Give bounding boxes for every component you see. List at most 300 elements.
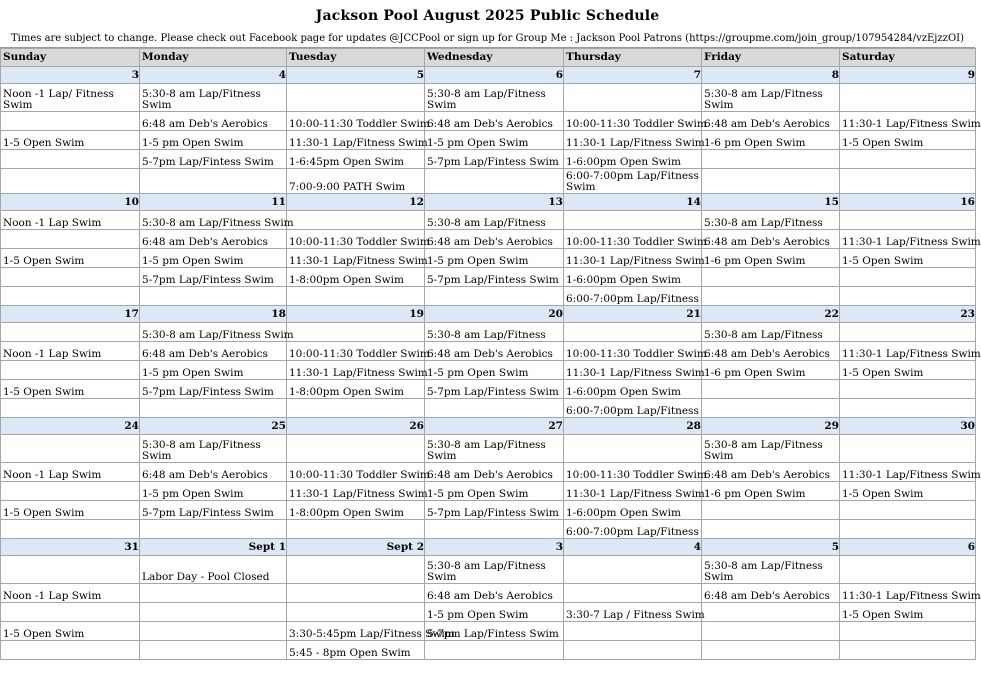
activity-text: 6:48 am Deb's Aerobics	[142, 236, 268, 248]
schedule-cell	[287, 230, 430, 249]
schedule-cell	[840, 131, 976, 150]
date-cell: 14	[564, 194, 702, 211]
schedule-cell	[564, 622, 702, 641]
schedule-cell	[140, 435, 287, 463]
activity-text: Noon -1 Lap Swim	[3, 217, 102, 229]
schedule-cell	[564, 84, 702, 112]
schedule-row	[1, 603, 976, 622]
schedule-cell	[702, 150, 840, 169]
schedule-cell	[564, 230, 707, 249]
activity-text: 1-5 pm Open Swim	[142, 367, 244, 379]
schedule-row	[1, 361, 976, 380]
activity-text: 5:30-8 am Lap/Fitness Swim	[704, 88, 823, 111]
schedule-cell	[564, 361, 705, 380]
schedule-cell	[425, 622, 564, 641]
schedule-cell	[1, 501, 140, 520]
schedule-cell	[702, 622, 840, 641]
activity-text: 6:48 am Deb's Aerobics	[704, 236, 830, 248]
schedule-cell	[840, 287, 976, 306]
schedule-cell	[1, 556, 140, 584]
schedule-cell	[840, 169, 976, 194]
schedule-cell	[1, 323, 140, 342]
schedule-cell	[840, 361, 976, 380]
schedule-cell	[425, 435, 564, 463]
schedule-cell	[1, 169, 140, 194]
schedule-row	[1, 131, 976, 150]
schedule-cell	[840, 84, 976, 112]
schedule-cell	[140, 342, 287, 361]
activity-text: 1-6:45pm Open Swim	[289, 156, 404, 168]
schedule-cell	[702, 435, 840, 463]
schedule-row	[1, 463, 976, 482]
activity-text: 5-7pm Lap/Fintess Swim	[142, 274, 274, 286]
schedule-cell	[840, 482, 976, 501]
date-cell: 4	[140, 67, 287, 84]
activity-text: 1-6 pm Open Swim	[704, 137, 806, 149]
activity-text: 1-5 pm Open Swim	[142, 137, 244, 149]
schedule-cell	[287, 287, 425, 306]
schedule-cell	[564, 641, 702, 660]
schedule-cell	[1, 131, 140, 150]
activity-text: 6:00-7:00pm Lap/Fitness	[566, 293, 699, 305]
schedule-cell	[702, 112, 840, 131]
schedule-cell	[140, 463, 287, 482]
schedule-cell	[1, 342, 140, 361]
activity-text: 11:30-1 Lap/Fitness Swim	[566, 367, 705, 379]
schedule-cell	[564, 501, 702, 520]
schedule-row	[1, 84, 976, 112]
date-cell: 31	[1, 539, 140, 556]
schedule-cell	[840, 435, 976, 463]
schedule-cell	[702, 287, 840, 306]
schedule-cell	[840, 323, 976, 342]
activity-text: 1-5 Open Swim	[842, 609, 924, 621]
date-cell: 5	[287, 67, 425, 84]
activity-text: 6:00-7:00pm Lap/Fitness	[566, 526, 699, 538]
schedule-row	[1, 211, 976, 230]
schedule-cell	[840, 150, 976, 169]
date-cell: 7	[564, 67, 702, 84]
date-cell: 5	[702, 539, 840, 556]
schedule-cell	[564, 150, 702, 169]
schedule-cell	[1, 361, 140, 380]
schedule-cell	[564, 463, 707, 482]
activity-text: 11:30-1 Lap/Fitness Swim	[289, 488, 428, 500]
activity-text: 5:30-8 am Lap/Fitness Swim	[427, 439, 546, 462]
schedule-cell	[702, 482, 840, 501]
schedule-cell	[1, 520, 140, 539]
activity-text: 1-5 Open Swim	[3, 137, 85, 149]
schedule-cell	[1, 584, 140, 603]
activity-text: 11:30-1 Lap/Fitness Swim	[842, 236, 981, 248]
schedule-row	[1, 342, 976, 361]
schedule-cell	[840, 230, 981, 249]
schedule-cell	[702, 641, 840, 660]
activity-text: 1-8:00pm Open Swim	[289, 386, 404, 398]
schedule-cell	[1, 482, 140, 501]
schedule-cell	[287, 380, 425, 399]
schedule-cell	[287, 323, 425, 342]
activity-text: 1-5 Open Swim	[3, 255, 85, 267]
activity-text: 10:00-11:30 Toddler Swim	[566, 236, 707, 248]
schedule-cell	[287, 641, 425, 660]
schedule-cell	[840, 211, 976, 230]
activity-text: 6:48 am Deb's Aerobics	[704, 118, 830, 130]
schedule-cell	[564, 584, 702, 603]
schedule-cell	[140, 211, 294, 230]
activity-text: 5-7pm Lap/Fintess Swim	[142, 507, 274, 519]
schedule-row	[1, 230, 976, 249]
activity-text: Noon -1 Lap Swim	[3, 469, 102, 481]
schedule-cell	[287, 556, 425, 584]
schedule-cell	[140, 584, 287, 603]
schedule-cell	[287, 435, 425, 463]
date-cell: 22	[702, 306, 840, 323]
activity-text: 5:30-8 am Lap/Fitness	[427, 329, 546, 341]
schedule-cell	[702, 556, 840, 584]
schedule-cell	[425, 230, 564, 249]
activity-text: 10:00-11:30 Toddler Swim	[289, 236, 430, 248]
activity-text: 10:00-11:30 Toddler Swim	[289, 118, 430, 130]
schedule-cell	[564, 380, 702, 399]
day-header: Thursday	[564, 49, 702, 67]
activity-text: 1-5 pm Open Swim	[142, 255, 244, 267]
activity-text: 1-5 Open Swim	[842, 137, 924, 149]
schedule-cell	[564, 249, 705, 268]
activity-text: 5:30-8 am Lap/Fitness Swim	[427, 88, 546, 111]
schedule-cell	[425, 584, 564, 603]
activity-text: 6:48 am Deb's Aerobics	[142, 469, 268, 481]
schedule-cell	[1, 211, 140, 230]
date-cell: 27	[425, 418, 564, 435]
schedule-cell	[564, 323, 702, 342]
schedule-cell	[287, 622, 455, 641]
schedule-cell	[1, 150, 140, 169]
activity-text: 5:30-8 am Lap/Fitness Swim	[704, 560, 823, 583]
activity-text: Noon -1 Lap Swim	[3, 348, 102, 360]
activity-text: 1-5 Open Swim	[3, 507, 85, 519]
schedule-cell	[702, 342, 840, 361]
date-row	[1, 418, 976, 435]
day-header: Wednesday	[425, 49, 564, 67]
date-row	[1, 306, 976, 323]
schedule-cell	[840, 399, 976, 418]
activity-text: 10:00-11:30 Toddler Swim	[566, 348, 707, 360]
schedule-cell	[564, 342, 707, 361]
activity-text: 6:48 am Deb's Aerobics	[427, 118, 553, 130]
schedule-row	[1, 249, 976, 268]
schedule-row	[1, 556, 976, 584]
date-cell: 29	[702, 418, 840, 435]
day-header: Saturday	[840, 49, 976, 67]
schedule-row	[1, 622, 976, 641]
activity-text: 5:30-8 am Lap/Fitness	[427, 217, 546, 229]
date-cell: 13	[425, 194, 564, 211]
activity-text: 11:30-1 Lap/Fitness Swim	[842, 348, 981, 360]
activity-text: 11:30-1 Lap/Fitness Swim	[289, 367, 428, 379]
activity-text: 5:30-8 am Lap/Fitness Swim	[142, 217, 294, 229]
schedule-cell	[1, 603, 140, 622]
schedule-cell	[140, 268, 287, 287]
schedule-cell	[425, 463, 564, 482]
schedule-cell	[425, 482, 564, 501]
date-cell: 23	[840, 306, 976, 323]
schedule-cell	[564, 399, 702, 418]
date-cell: 8	[702, 67, 840, 84]
schedule-row	[1, 584, 976, 603]
date-cell: 25	[140, 418, 287, 435]
schedule-cell	[425, 169, 564, 194]
date-cell: 3	[1, 67, 140, 84]
activity-text: 5:30-8 am Lap/Fitness Swim	[142, 439, 261, 462]
date-cell: Sept 1	[140, 539, 287, 556]
schedule-cell	[140, 501, 287, 520]
schedule-cell	[1, 435, 140, 463]
schedule-cell	[140, 482, 287, 501]
schedule-cell	[140, 131, 287, 150]
schedule-cell	[140, 556, 287, 584]
schedule-cell	[1, 230, 140, 249]
schedule-cell	[425, 342, 564, 361]
date-row	[1, 67, 976, 84]
activity-text: 5:30-8 am Lap/Fitness Swim	[427, 560, 546, 583]
activity-text: 5-7pm Lap/Fintess Swim	[142, 156, 274, 168]
activity-text: 1-6 pm Open Swim	[704, 255, 806, 267]
schedule-cell	[425, 501, 564, 520]
schedule-cell	[287, 84, 425, 112]
activity-text: 11:30-1 Lap/Fitness Swim	[566, 137, 705, 149]
activity-text: 6:00-7:00pm Lap/Fitness	[566, 405, 699, 417]
activity-text: 5-7pm Lap/Fintess Swim	[427, 386, 559, 398]
activity-text: 6:48 am Deb's Aerobics	[142, 348, 268, 360]
activity-text: 3:30-5:45pm Lap/Fitness Swim	[289, 628, 455, 640]
schedule-cell	[840, 342, 981, 361]
schedule-row	[1, 287, 976, 306]
schedule-cell	[564, 603, 705, 622]
schedule-cell	[287, 520, 425, 539]
schedule-cell	[702, 520, 840, 539]
activity-text: 11:30-1 Lap/Fitness Swim	[842, 118, 981, 130]
activity-text: 10:00-11:30 Toddler Swim	[289, 348, 430, 360]
schedule-cell	[840, 641, 976, 660]
schedule-cell	[1, 641, 140, 660]
schedule-cell	[287, 501, 425, 520]
date-cell: 11	[140, 194, 287, 211]
activity-text: 10:00-11:30 Toddler Swim	[289, 469, 430, 481]
activity-text: 10:00-11:30 Toddler Swim	[566, 469, 707, 481]
schedule-cell	[702, 584, 840, 603]
activity-text: 1-5 Open Swim	[3, 628, 85, 640]
schedule-cell	[140, 230, 287, 249]
schedule-cell	[425, 287, 564, 306]
schedule-title: Jackson Pool August 2025 Public Schedule	[315, 8, 660, 24]
schedule-cell	[702, 169, 840, 194]
schedule-row	[1, 112, 976, 131]
activity-text: 5-7pm Lap/Fintess Swim	[427, 628, 559, 640]
schedule-cell	[140, 323, 294, 342]
schedule-cell	[702, 84, 840, 112]
schedule-cell	[564, 112, 707, 131]
schedule-cell	[287, 584, 425, 603]
schedule-cell	[702, 230, 840, 249]
schedule-cell	[1, 380, 140, 399]
schedule-cell	[140, 169, 287, 194]
day-header: Monday	[140, 49, 287, 67]
date-cell: 21	[564, 306, 702, 323]
activity-text: 11:30-1 Lap/Fitness Swim	[566, 255, 705, 267]
schedule-cell	[1, 112, 140, 131]
activity-text: Noon -1 Lap Swim	[3, 590, 102, 602]
schedule-row	[1, 380, 976, 399]
schedule-cell	[564, 482, 705, 501]
schedule-cell	[702, 361, 840, 380]
schedule-cell	[140, 399, 287, 418]
activity-text: 1-5 pm Open Swim	[142, 488, 244, 500]
date-cell: 6	[425, 67, 564, 84]
schedule-cell	[840, 112, 981, 131]
activity-text: 6:48 am Deb's Aerobics	[704, 590, 830, 602]
activity-text: 6:48 am Deb's Aerobics	[142, 118, 268, 130]
day-header: Friday	[702, 49, 840, 67]
date-cell: 19	[287, 306, 425, 323]
date-cell: 16	[840, 194, 976, 211]
schedule-cell	[702, 603, 840, 622]
schedule-cell	[840, 268, 976, 287]
schedule-cell	[425, 361, 564, 380]
schedule-cell	[425, 399, 564, 418]
schedule-grid	[0, 48, 981, 660]
schedule-cell	[1, 463, 140, 482]
schedule-cell	[1, 622, 140, 641]
activity-text: 11:30-1 Lap/Fitness Swim	[289, 137, 428, 149]
day-header: Tuesday	[287, 49, 425, 67]
schedule-cell	[140, 84, 287, 112]
date-cell: 6	[840, 539, 976, 556]
activity-text: 10:00-11:30 Toddler Swim	[566, 118, 707, 130]
date-row	[1, 194, 976, 211]
schedule-row	[1, 435, 976, 463]
date-cell: 26	[287, 418, 425, 435]
activity-text: 1-8:00pm Open Swim	[289, 274, 404, 286]
schedule-cell	[702, 380, 840, 399]
schedule-row	[1, 268, 976, 287]
schedule-cell	[287, 342, 430, 361]
activity-text: 6:48 am Deb's Aerobics	[427, 348, 553, 360]
schedule-cell	[1, 84, 140, 112]
schedule-cell	[425, 556, 564, 584]
schedule-cell	[287, 211, 425, 230]
date-cell: 3	[425, 539, 564, 556]
schedule-cell	[702, 399, 840, 418]
schedule-cell	[840, 622, 976, 641]
date-cell: 30	[840, 418, 976, 435]
activity-text: 1-6:00pm Open Swim	[566, 507, 681, 519]
schedule-cell	[140, 112, 287, 131]
activity-text: 6:00-7:00pm Lap/Fitness Swim	[566, 170, 699, 193]
schedule-cell	[840, 584, 981, 603]
schedule-cell	[564, 211, 702, 230]
date-cell: 24	[1, 418, 140, 435]
schedule-row	[1, 501, 976, 520]
schedule-cell	[287, 463, 430, 482]
activity-text: 5-7pm Lap/Fintess Swim	[142, 386, 274, 398]
schedule-cell	[702, 249, 840, 268]
schedule-cell	[425, 211, 564, 230]
activity-text: 1-5 Open Swim	[842, 255, 924, 267]
schedule-cell	[702, 463, 840, 482]
activity-text: 1-5 pm Open Swim	[427, 367, 529, 379]
schedule-cell	[140, 520, 287, 539]
activity-text: 5-7pm Lap/Fintess Swim	[427, 274, 559, 286]
schedule-cell	[702, 131, 840, 150]
schedule-cell	[840, 249, 976, 268]
date-row	[1, 539, 976, 556]
activity-text: 5:30-8 am Lap/Fitness Swim	[142, 88, 261, 111]
schedule-cell	[1, 249, 140, 268]
schedule-cell	[564, 131, 705, 150]
schedule-cell	[702, 268, 840, 287]
date-cell: 17	[1, 306, 140, 323]
schedule-cell	[287, 603, 425, 622]
schedule-cell	[140, 641, 287, 660]
schedule-row	[1, 150, 976, 169]
schedule-cell	[140, 380, 287, 399]
day-header: Sunday	[1, 49, 140, 67]
activity-text: 1-5 Open Swim	[842, 488, 924, 500]
activity-text: 5:30-8 am Lap/Fitness Swim	[142, 329, 294, 341]
schedule-cell	[140, 249, 287, 268]
activity-text: 5:45 - 8pm Open Swim	[289, 647, 411, 659]
schedule-row	[1, 482, 976, 501]
date-cell: 12	[287, 194, 425, 211]
date-cell: Sept 2	[287, 539, 425, 556]
schedule-row	[1, 169, 976, 194]
schedule-cell	[287, 150, 425, 169]
activity-text: 1-6:00pm Open Swim	[566, 156, 681, 168]
schedule-cell	[702, 323, 840, 342]
activity-text: 5:30-8 am Lap/Fitness	[704, 217, 823, 229]
activity-text: 1-8:00pm Open Swim	[289, 507, 404, 519]
schedule-cell	[287, 399, 425, 418]
schedule-row	[1, 399, 976, 418]
schedule-cell	[425, 249, 564, 268]
activity-text: 1-5 pm Open Swim	[427, 137, 529, 149]
activity-text: 11:30-1 Lap/Fitness Swim	[566, 488, 705, 500]
schedule-cell	[840, 501, 976, 520]
schedule-cell	[287, 482, 428, 501]
activity-text: 5:30-8 am Lap/Fitness Swim	[704, 439, 823, 462]
schedule-cell	[287, 169, 425, 194]
schedule-cell	[564, 268, 702, 287]
schedule-cell	[1, 268, 140, 287]
activity-text: 1-6:00pm Open Swim	[566, 386, 681, 398]
activity-text: 11:30-1 Lap/Fitness Swim	[842, 469, 981, 481]
schedule-row	[1, 520, 976, 539]
date-cell: 9	[840, 67, 976, 84]
date-cell: 10	[1, 194, 140, 211]
activity-text: 1-5 Open Swim	[842, 367, 924, 379]
activity-text: 6:48 am Deb's Aerobics	[704, 348, 830, 360]
schedule-cell	[702, 211, 840, 230]
schedule-row	[1, 641, 976, 660]
schedule-cell	[564, 287, 702, 306]
schedule-cell	[140, 622, 287, 641]
schedule-row	[1, 323, 976, 342]
schedule-cell	[287, 112, 430, 131]
date-cell: 20	[425, 306, 564, 323]
activity-text: 7:00-9:00 PATH Swim	[289, 181, 406, 193]
schedule-cell	[425, 268, 564, 287]
